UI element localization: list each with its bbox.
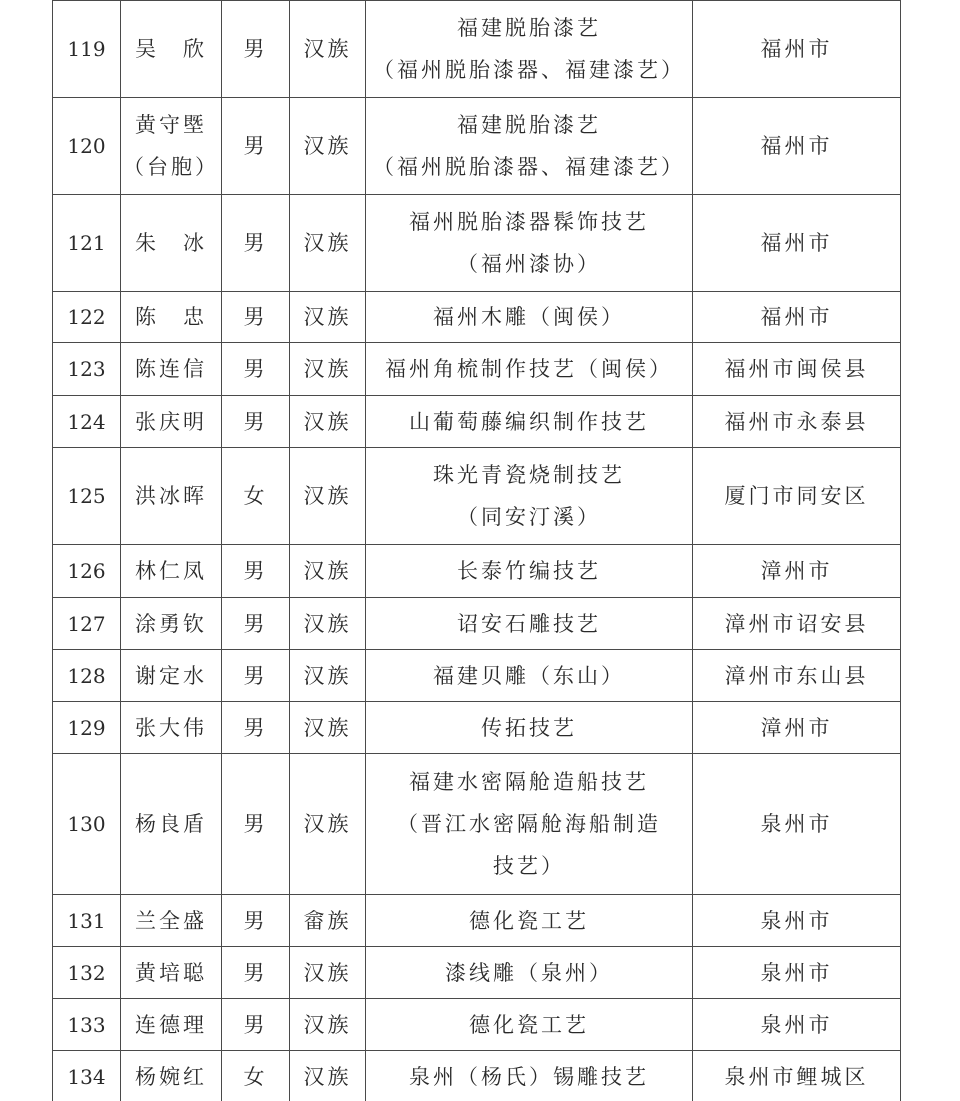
project-cell-line: 传拓技艺 [481, 715, 577, 740]
name-cell-line: 涂勇钦 [135, 611, 207, 636]
name-cell-line: 吴 欣 [135, 37, 207, 61]
name-cell [121, 598, 222, 650]
table-row [53, 650, 901, 702]
region-cell: 泉州市 [693, 999, 901, 1051]
region-cell: 漳州市诏安县 [693, 598, 901, 650]
project-cell-line: 珠光青瓷烧制技艺 [433, 463, 625, 487]
gender-cell: 男 [222, 292, 290, 343]
ethnicity-cell: 汉族 [290, 650, 366, 702]
ethnicity-cell: 汉族 [290, 98, 366, 195]
ethnicity-cell: 汉族 [290, 396, 366, 448]
name-cell [121, 1051, 222, 1101]
project-cell [366, 650, 693, 702]
gender-cell: 男 [222, 195, 290, 292]
project-cell-line: 德化瓷工艺 [469, 908, 589, 933]
project-cell-line: （福州漆协） [457, 252, 601, 276]
region-cell: 福州市 [693, 98, 901, 195]
ethnicity-cell: 汉族 [290, 448, 366, 545]
project-cell [366, 754, 693, 895]
gender-cell: 男 [222, 702, 290, 754]
table-row [53, 754, 901, 895]
table-row [53, 598, 901, 650]
project-cell-line: （晋江水密隔舱海船制造 [397, 812, 661, 836]
serial-number-cell: 121 [53, 195, 121, 292]
name-cell [121, 650, 222, 702]
project-cell [366, 598, 693, 650]
project-cell [366, 999, 693, 1051]
region-cell: 厦门市同安区 [693, 448, 901, 545]
ethnicity-cell: 汉族 [290, 343, 366, 396]
serial-number-cell: 119 [53, 1, 121, 98]
name-cell-line: 杨良盾 [135, 812, 207, 836]
project-cell-line: （福州脱胎漆器、福建漆艺） [373, 58, 685, 82]
region-cell: 福州市 [693, 1, 901, 98]
name-cell-line: （台胞） [123, 155, 219, 179]
region-cell: 福州市 [693, 292, 901, 343]
gender-cell: 男 [222, 598, 290, 650]
project-cell [366, 947, 693, 999]
project-cell [366, 895, 693, 947]
gender-cell: 男 [222, 98, 290, 195]
gender-cell: 男 [222, 895, 290, 947]
table-row [53, 98, 901, 195]
project-cell-line: （同安汀溪） [457, 505, 601, 529]
table-row [53, 448, 901, 545]
project-cell-line: 诏安石雕技艺 [457, 611, 601, 636]
ethnicity-cell: 汉族 [290, 292, 366, 343]
ethnicity-cell: 汉族 [290, 545, 366, 598]
ethnicity-cell: 畲族 [290, 895, 366, 947]
ethnicity-cell: 汉族 [290, 754, 366, 895]
name-cell [121, 292, 222, 343]
table-body [53, 1, 901, 1101]
project-cell [366, 448, 693, 545]
table-row [53, 195, 901, 292]
project-cell-line: 福建脱胎漆艺 [457, 113, 601, 137]
project-cell-line: 技艺） [493, 854, 565, 878]
name-cell [121, 999, 222, 1051]
project-cell [366, 545, 693, 598]
project-cell-line: 福建脱胎漆艺 [457, 16, 601, 40]
serial-number-cell: 132 [53, 947, 121, 999]
ethnicity-cell: 汉族 [290, 1, 366, 98]
name-cell [121, 895, 222, 947]
table-row [53, 1051, 901, 1101]
table-row [53, 947, 901, 999]
table-row [53, 396, 901, 448]
project-cell [366, 98, 693, 195]
name-cell-line: 谢定水 [135, 663, 207, 688]
serial-number-cell: 126 [53, 545, 121, 598]
table-row [53, 343, 901, 396]
name-cell-line: 连德理 [135, 1012, 207, 1037]
ethnicity-cell: 汉族 [290, 947, 366, 999]
gender-cell: 男 [222, 1, 290, 98]
gender-cell: 女 [222, 1051, 290, 1101]
name-cell-line: 杨婉红 [135, 1064, 207, 1089]
gender-cell: 男 [222, 947, 290, 999]
serial-number-cell: 127 [53, 598, 121, 650]
project-cell [366, 1, 693, 98]
region-cell: 福州市 [693, 195, 901, 292]
ethnicity-cell: 汉族 [290, 195, 366, 292]
table-row [53, 545, 901, 598]
serial-number-cell: 128 [53, 650, 121, 702]
region-cell: 漳州市东山县 [693, 650, 901, 702]
name-cell [121, 98, 222, 195]
region-cell: 泉州市 [693, 895, 901, 947]
table-row [53, 1, 901, 98]
serial-number-cell: 123 [53, 343, 121, 396]
name-cell [121, 448, 222, 545]
serial-number-cell: 129 [53, 702, 121, 754]
ethnicity-cell: 汉族 [290, 598, 366, 650]
project-cell-line: 福州脱胎漆器髹饰技艺 [409, 210, 649, 234]
name-cell [121, 702, 222, 754]
table-row [53, 292, 901, 343]
serial-number-cell: 133 [53, 999, 121, 1051]
region-cell: 泉州市鲤城区 [693, 1051, 901, 1101]
region-cell: 漳州市 [693, 702, 901, 754]
name-cell [121, 947, 222, 999]
ethnicity-cell: 汉族 [290, 702, 366, 754]
name-cell-line: 陈 忠 [135, 305, 207, 329]
gender-cell: 男 [222, 396, 290, 448]
name-cell-line: 朱 冰 [135, 231, 207, 255]
project-cell-line: 山葡萄藤编织制作技艺 [409, 409, 649, 434]
project-cell-line: 福州木雕（闽侯） [433, 305, 625, 329]
project-cell [366, 195, 693, 292]
name-cell [121, 545, 222, 598]
project-cell-line: 福建贝雕（东山） [433, 663, 625, 688]
gender-cell: 男 [222, 545, 290, 598]
serial-number-cell: 124 [53, 396, 121, 448]
name-cell-line: 陈连信 [135, 357, 207, 381]
serial-number-cell: 120 [53, 98, 121, 195]
region-cell: 漳州市 [693, 545, 901, 598]
project-cell [366, 396, 693, 448]
project-cell [366, 343, 693, 396]
gender-cell: 女 [222, 448, 290, 545]
name-cell-line: 洪冰晖 [135, 484, 207, 508]
name-cell-line: 黄培聪 [135, 960, 207, 985]
project-cell-line: 长泰竹编技艺 [457, 559, 601, 583]
serial-number-cell: 131 [53, 895, 121, 947]
name-cell [121, 754, 222, 895]
table-row [53, 895, 901, 947]
region-cell: 福州市永泰县 [693, 396, 901, 448]
name-cell [121, 343, 222, 396]
serial-number-cell: 134 [53, 1051, 121, 1101]
name-cell [121, 195, 222, 292]
project-cell-line: 福州角梳制作技艺（闽侯） [385, 357, 673, 381]
name-cell-line: 张庆明 [135, 409, 207, 434]
project-cell [366, 1051, 693, 1101]
serial-number-cell: 122 [53, 292, 121, 343]
serial-number-cell: 125 [53, 448, 121, 545]
table-row [53, 702, 901, 754]
inheritor-table [52, 0, 901, 1101]
project-cell-line: （福州脱胎漆器、福建漆艺） [373, 155, 685, 179]
name-cell-line: 兰全盛 [135, 908, 207, 933]
project-cell-line: 漆线雕（泉州） [445, 960, 613, 985]
name-cell-line: 张大伟 [135, 715, 207, 740]
serial-number-cell: 130 [53, 754, 121, 895]
gender-cell: 男 [222, 343, 290, 396]
ethnicity-cell: 汉族 [290, 1051, 366, 1101]
project-cell-line: 泉州（杨氏）锡雕技艺 [409, 1064, 649, 1089]
region-cell: 泉州市 [693, 947, 901, 999]
name-cell-line: 黄守塈 [135, 113, 207, 137]
project-cell [366, 292, 693, 343]
ethnicity-cell: 汉族 [290, 999, 366, 1051]
region-cell: 泉州市 [693, 754, 901, 895]
gender-cell: 男 [222, 754, 290, 895]
gender-cell: 男 [222, 650, 290, 702]
name-cell [121, 396, 222, 448]
gender-cell: 男 [222, 999, 290, 1051]
table-row [53, 999, 901, 1051]
project-cell-line: 福建水密隔舱造船技艺 [409, 770, 649, 794]
region-cell: 福州市闽侯县 [693, 343, 901, 396]
project-cell-line: 德化瓷工艺 [469, 1012, 589, 1037]
project-cell [366, 702, 693, 754]
name-cell-line: 林仁凤 [135, 559, 207, 583]
name-cell [121, 1, 222, 98]
